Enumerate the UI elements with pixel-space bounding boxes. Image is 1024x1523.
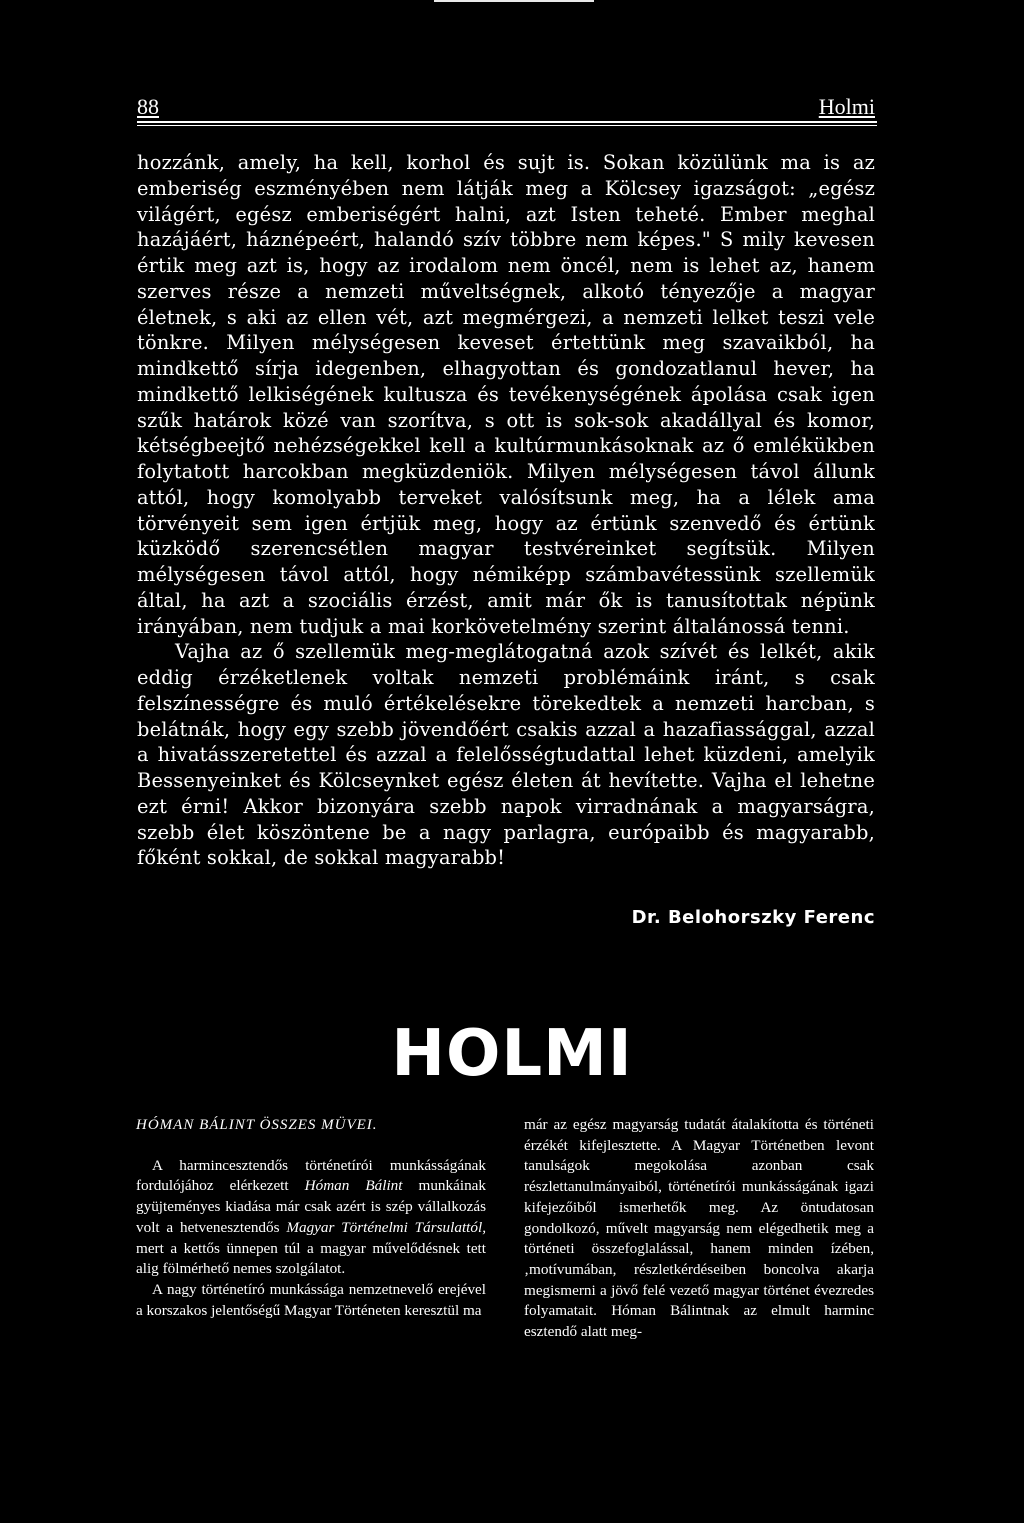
italic-name: Hóman Bálint bbox=[304, 1177, 403, 1195]
header-rule-thin bbox=[137, 125, 877, 126]
italic-society: Magyar Történelmi Társulattól, bbox=[286, 1218, 486, 1236]
main-paragraph: Vajha az ő szellemük meg-meglátogatná azok szívét és lelkét, akik eddig érzéketlenek voltak nemzeti problémáink iránt, s csak felszínességre és muló értékelésekre törekedtek a nemzeti harcban, s belátnák, hogy egy szebb jövendőért csakis azzal a hazafiassággal, azzal a hivatásszeretettel és azzal a felelősségtudattal lehet küzdeni, amelyik Bessenyeinket és Kölcseynket egész életen át hevítette. Vajha el lehetne ezt érni! Akkor bizonyára szebb napok virradnának a magyarságra, szebb élet köszöntene be a nagy parlagra, európaibb és magyarabb, főként sokkal, de sokkal magyarabb! bbox=[137, 640, 875, 870]
running-title: Holmi bbox=[818, 94, 875, 119]
column-paragraph: A nagy történetíró munkássága nemzetnevelő erejével a korszakos jelentőségű Magyar Történeten keresztül ma bbox=[136, 1280, 486, 1319]
author-signature: Dr. Belohorszky Ferenc bbox=[631, 907, 875, 928]
page-number: 88 bbox=[137, 94, 159, 119]
section-title: HOLMI bbox=[391, 1017, 633, 1091]
text-run: mert a kettős ünnepen túl a magyar művelődésnek tett alig fölmérhető nemes szolgálatot. bbox=[136, 1239, 486, 1278]
header-rule bbox=[137, 121, 877, 123]
text-run: A harmincesztendős történetírói munkásságának fordulójához elérkezett bbox=[136, 1156, 486, 1195]
left-column bbox=[136, 1115, 486, 1321]
right-column bbox=[524, 1115, 874, 1343]
column-paragraph: már az egész magyarság tudatát átalakította és történeti érzékét kifejlesztette. A Magyar Történetben levont tanulságok megokolása azonban csak részlettanulmányaiból, történetírói munkásságának igazi kifejezőiből ismerhetők meg. Az öntudatosan gondolkozó, művelt magyarság nem elégedhetik meg a történeti összefoglalással, hanem minden ízében, ‚motívumában, részletkérdéseiben boncolva akarja megismerni a jövő felé vezető magyar történet évezredes folyamatait. Hóman Bálintnak az elmult harminc esztendő alatt meg- bbox=[524, 1116, 874, 1341]
page-header bbox=[137, 92, 877, 126]
main-paragraph: hozzánk, amely, ha kell, korhol és sujt is. Sokan közülünk ma is az emberiség eszményében nem látják meg a Kölcsey igazságot: „egész világért, egész emberiségért halni, azt Isten teheté. Ember meghal hazájáért, háznépeért, halandó szív többre nem képes." S mily kevesen értik meg azt is, hogy az irodalom nem öncél, nem is lehet az, hanem szerves része a nemzeti műveltségnek, alkotó tényezője a magyar életnek, s aki az ellen vét, azt megmérgezi, a nemzeti lelket teszi vele tönkre. Milyen mélységesen keveset értettünk meg szavaikból, ha mindkettő sírja idegenben, elhagyottan és gondozatlanul hever, ha mindkettő lelkiségének kultusza és tevékenységének ápolása csak igen szűk határok közé van szorítva, s ott is sok-sok akadállyal és komor, kétségbeejtő nehézségekkel kell a kultúrmunkásoknak az ő emlékükben folytatott harcokban megküzdeniök. Milyen mélységesen távol állunk attól, hogy komolyabb terveket valósítsunk meg, ha a lélek ama törvényeit sem igen értjük meg, hogy az értünk szenvedő és értünk küzködő szerencsétlen magyar testvéreinket segítsük. Milyen mélységesen távol attól, hogy némiképp számbavétessünk szellemük által, ha azt a szociális érzést, amit már ők is tanusítottak népünk irányában, nem tudjuk a mai korkövetelmény szerint általánossá tenni. bbox=[137, 151, 875, 638]
article-heading: HÓMAN BÁLINT ÖSSZES MÜVEI. bbox=[136, 1117, 378, 1133]
text-run: munkáinak gyüjteményes kiadása már csak azért is szép vállalkozás volt a hetvenesztendős bbox=[136, 1177, 486, 1236]
main-article bbox=[137, 150, 875, 871]
column-paragraph bbox=[136, 1156, 486, 1280]
top-edge-mark bbox=[434, 0, 594, 2]
